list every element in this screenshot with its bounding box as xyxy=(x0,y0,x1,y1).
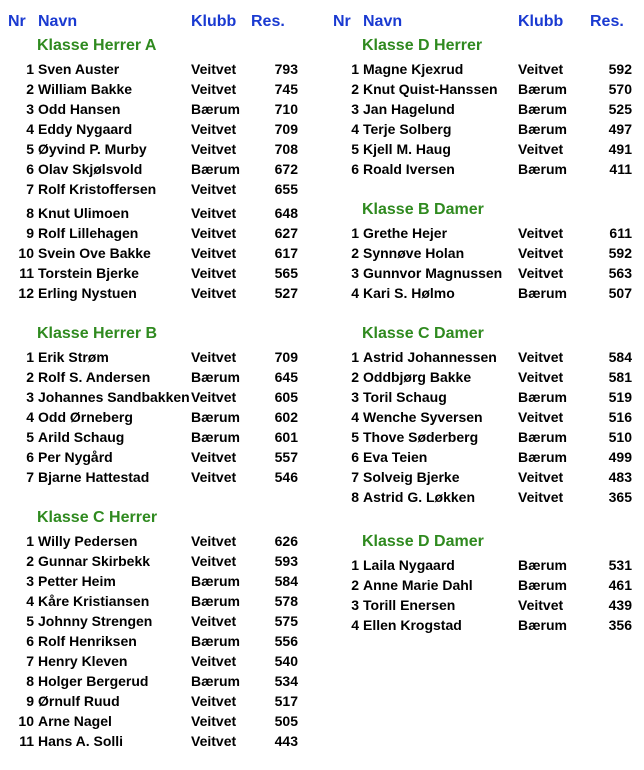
participant-name: Olav Skjølsvold xyxy=(38,161,143,177)
club-name: Bærum xyxy=(191,101,241,117)
participant-name: Odd Hansen xyxy=(38,101,121,117)
rank-number: 8 xyxy=(26,205,34,221)
participant-name: Astrid G. Løkken xyxy=(363,489,476,505)
club-name: Bærum xyxy=(191,369,241,385)
result-score: 592 xyxy=(608,245,632,261)
result-row xyxy=(0,367,644,387)
rank-number: 5 xyxy=(26,141,34,157)
result-row xyxy=(0,99,644,119)
section-title: Klasse B Damer xyxy=(362,201,484,218)
result-score: 356 xyxy=(608,617,632,633)
rank-number: 3 xyxy=(26,101,34,117)
participant-name: Petter Heim xyxy=(38,573,116,589)
club-name: Bærum xyxy=(518,285,568,301)
result-row xyxy=(0,427,644,447)
rank-number: 4 xyxy=(351,409,359,425)
participant-name: Eva Teien xyxy=(363,449,428,465)
club-name: Bærum xyxy=(518,557,568,573)
club-name: Veitvet xyxy=(191,713,237,729)
result-score: 602 xyxy=(274,409,298,425)
participant-name: Wenche Syversen xyxy=(363,409,483,425)
club-name: Bærum xyxy=(518,101,568,117)
participant-name: Anne Marie Dahl xyxy=(363,577,473,593)
participant-name: Gunnvor Magnussen xyxy=(363,265,503,281)
participant-name: Erik Strøm xyxy=(38,349,109,365)
participant-name: Holger Bergerud xyxy=(38,673,149,689)
result-row xyxy=(0,447,644,467)
club-name: Veitvet xyxy=(191,693,237,709)
rank-number: 8 xyxy=(351,489,359,505)
participant-name: Knut Ulimoen xyxy=(38,205,129,221)
rank-number: 4 xyxy=(26,409,34,425)
rank-number: 6 xyxy=(26,161,34,177)
result-score: 517 xyxy=(274,693,298,709)
result-score: 527 xyxy=(274,285,298,301)
result-row xyxy=(0,159,644,179)
participant-name: Willy Pedersen xyxy=(38,533,138,549)
rank-number: 3 xyxy=(351,265,359,281)
result-row xyxy=(0,79,644,99)
result-score: 617 xyxy=(274,245,298,261)
result-row xyxy=(0,731,644,751)
rank-number: 6 xyxy=(26,633,34,649)
club-name: Veitvet xyxy=(191,449,237,465)
rank-number: 7 xyxy=(26,469,34,485)
club-name: Bærum xyxy=(191,573,241,589)
participant-name: Ørnulf Ruud xyxy=(38,693,120,709)
club-name: Veitvet xyxy=(191,265,237,281)
result-row xyxy=(0,387,644,407)
result-row xyxy=(0,575,644,595)
club-name: Veitvet xyxy=(191,389,237,405)
club-name: Veitvet xyxy=(191,81,237,97)
club-name: Bærum xyxy=(191,593,241,609)
rank-number: 3 xyxy=(351,597,359,613)
club-name: Veitvet xyxy=(518,141,564,157)
result-score: 655 xyxy=(274,181,298,197)
rank-number: 1 xyxy=(26,533,34,549)
result-score: 497 xyxy=(608,121,632,137)
rank-number: 3 xyxy=(351,101,359,117)
club-name: Bærum xyxy=(191,633,241,649)
participant-name: Sven Auster xyxy=(38,61,120,77)
rank-number: 2 xyxy=(26,81,34,97)
participant-name: Torstein Bjerke xyxy=(38,265,139,281)
club-name: Veitvet xyxy=(191,285,237,301)
club-name: Bærum xyxy=(191,673,241,689)
result-score: 709 xyxy=(274,121,298,137)
section-title: Klasse Herrer A xyxy=(37,37,157,54)
rank-number: 2 xyxy=(26,553,34,569)
club-name: Veitvet xyxy=(518,469,564,485)
rank-number: 6 xyxy=(351,161,359,177)
section-title: Klasse C Herrer xyxy=(37,509,158,526)
rank-number: 4 xyxy=(351,121,359,137)
rank-number: 9 xyxy=(26,225,34,241)
result-row xyxy=(0,139,644,159)
result-score: 499 xyxy=(608,449,632,465)
result-row xyxy=(0,203,644,223)
participant-name: Arild Schaug xyxy=(38,429,125,445)
result-score: 546 xyxy=(274,469,298,485)
result-row xyxy=(0,243,644,263)
rank-number: 1 xyxy=(351,61,359,77)
header-name: Navn xyxy=(38,13,78,30)
result-score: 510 xyxy=(608,429,632,445)
participant-name: Kåre Kristiansen xyxy=(38,593,150,609)
rank-number: 11 xyxy=(19,265,34,281)
result-row xyxy=(0,691,644,711)
participant-name: Astrid Johannessen xyxy=(363,349,497,365)
rank-number: 5 xyxy=(26,613,34,629)
result-score: 745 xyxy=(274,81,298,97)
result-row xyxy=(0,59,644,79)
result-score: 645 xyxy=(274,369,298,385)
participant-name: Hans A. Solli xyxy=(38,733,124,749)
club-name: Bærum xyxy=(518,121,568,137)
result-score: 505 xyxy=(274,713,298,729)
participant-name: Grethe Hejer xyxy=(363,225,448,241)
participant-name: Gunnar Skirbekk xyxy=(38,553,151,569)
club-name: Veitvet xyxy=(191,469,237,485)
participant-name: Oddbjørg Bakke xyxy=(363,369,472,385)
club-name: Veitvet xyxy=(191,349,237,365)
rank-number: 7 xyxy=(26,653,34,669)
club-name: Veitvet xyxy=(191,225,237,241)
club-name: Veitvet xyxy=(191,245,237,261)
result-row xyxy=(0,283,644,303)
rank-number: 5 xyxy=(26,429,34,445)
participant-name: Solveig Bjerke xyxy=(363,469,460,485)
club-name: Veitvet xyxy=(191,61,237,77)
club-name: Bærum xyxy=(191,409,241,425)
participant-name: Roald Iversen xyxy=(363,161,455,177)
result-score: 516 xyxy=(608,409,632,425)
rank-number: 1 xyxy=(26,349,34,365)
participant-name: Kjell M. Haug xyxy=(363,141,451,157)
club-name: Veitvet xyxy=(518,265,564,281)
rank-number: 10 xyxy=(18,245,34,261)
participant-name: Øyvind P. Murby xyxy=(38,141,147,157)
result-score: 507 xyxy=(608,285,632,301)
club-name: Veitvet xyxy=(191,205,237,221)
club-name: Bærum xyxy=(518,617,568,633)
participant-name: Eddy Nygaard xyxy=(38,121,133,137)
rank-number: 1 xyxy=(26,61,34,77)
club-name: Bærum xyxy=(518,449,568,465)
result-score: 584 xyxy=(274,573,298,589)
header-nr: Nr xyxy=(8,13,26,30)
rank-number: 7 xyxy=(26,181,34,197)
result-score: 627 xyxy=(274,225,298,241)
result-row xyxy=(0,711,644,731)
result-row xyxy=(0,651,644,671)
club-name: Bærum xyxy=(191,161,241,177)
rank-number: 4 xyxy=(26,121,34,137)
result-score: 540 xyxy=(274,653,298,669)
result-score: 570 xyxy=(608,81,632,97)
rank-number: 5 xyxy=(351,141,359,157)
rank-number: 11 xyxy=(19,733,34,749)
club-name: Veitvet xyxy=(518,349,564,365)
result-row xyxy=(0,595,644,615)
club-name: Veitvet xyxy=(191,653,237,669)
rank-number: 9 xyxy=(26,693,34,709)
participant-name: Johnny Strengen xyxy=(38,613,153,629)
club-name: Veitvet xyxy=(191,553,237,569)
club-name: Veitvet xyxy=(518,225,564,241)
result-row xyxy=(0,671,644,691)
result-score: 581 xyxy=(608,369,632,385)
result-score: 525 xyxy=(608,101,632,117)
result-score: 365 xyxy=(608,489,632,505)
header-nr: Nr xyxy=(333,13,351,30)
result-score: 593 xyxy=(274,553,298,569)
result-score: 483 xyxy=(608,469,632,485)
result-score: 672 xyxy=(274,161,298,177)
participant-name: Erling Nystuen xyxy=(38,285,137,301)
rank-number: 2 xyxy=(351,81,359,97)
result-score: 626 xyxy=(274,533,298,549)
participant-name: Rolf Kristoffersen xyxy=(38,181,157,197)
header-result: Res. xyxy=(590,13,624,30)
rank-number: 4 xyxy=(26,593,34,609)
rank-number: 4 xyxy=(351,285,359,301)
rank-number: 6 xyxy=(26,449,34,465)
result-score: 557 xyxy=(274,449,298,465)
rank-number: 12 xyxy=(18,285,34,301)
result-score: 461 xyxy=(608,577,632,593)
result-row xyxy=(0,223,644,243)
club-name: Veitvet xyxy=(191,613,237,629)
result-row xyxy=(0,263,644,283)
section-title: Klasse Herrer B xyxy=(37,325,158,342)
club-name: Veitvet xyxy=(518,61,564,77)
result-score: 578 xyxy=(274,593,298,609)
result-row xyxy=(0,467,644,487)
result-score: 575 xyxy=(274,613,298,629)
rank-number: 3 xyxy=(26,389,34,405)
participant-name: Rolf Henriksen xyxy=(38,633,137,649)
result-row xyxy=(0,531,644,551)
rank-number: 2 xyxy=(351,577,359,593)
result-score: 411 xyxy=(609,161,632,177)
result-score: 709 xyxy=(274,349,298,365)
club-name: Veitvet xyxy=(518,409,564,425)
participant-name: Rolf Lillehagen xyxy=(38,225,139,241)
result-score: 584 xyxy=(608,349,632,365)
club-name: Bærum xyxy=(191,429,241,445)
club-name: Bærum xyxy=(518,81,568,97)
participant-name: William Bakke xyxy=(38,81,133,97)
participant-name: Per Nygård xyxy=(38,449,113,465)
result-score: 592 xyxy=(608,61,632,77)
participant-name: Jan Hagelund xyxy=(363,101,455,117)
participant-name: Torill Enersen xyxy=(363,597,456,613)
participant-name: Svein Ove Bakke xyxy=(38,245,151,261)
rank-number: 1 xyxy=(351,349,359,365)
result-score: 565 xyxy=(274,265,298,281)
result-row xyxy=(0,119,644,139)
rank-number: 6 xyxy=(351,449,359,465)
rank-number: 1 xyxy=(351,225,359,241)
result-score: 648 xyxy=(274,205,298,221)
rank-number: 10 xyxy=(18,713,34,729)
header-club: Klubb xyxy=(518,13,564,30)
result-row xyxy=(0,615,644,635)
club-name: Veitvet xyxy=(518,597,564,613)
header-club: Klubb xyxy=(191,13,237,30)
participant-name: Knut Quist-Hanssen xyxy=(363,81,498,97)
result-score: 611 xyxy=(609,225,632,241)
section-title: Klasse D Herrer xyxy=(362,37,483,54)
result-row xyxy=(0,487,644,507)
participant-name: Odd Ørneberg xyxy=(38,409,133,425)
club-name: Veitvet xyxy=(518,245,564,261)
result-score: 519 xyxy=(608,389,632,405)
result-score: 708 xyxy=(274,141,298,157)
result-row xyxy=(0,347,644,367)
header-name: Navn xyxy=(363,13,403,30)
participant-name: Terje Solberg xyxy=(363,121,452,137)
result-row xyxy=(0,555,644,575)
participant-name: Magne Kjexrud xyxy=(363,61,464,77)
result-score: 556 xyxy=(274,633,298,649)
club-name: Bærum xyxy=(518,161,568,177)
club-name: Veitvet xyxy=(191,733,237,749)
result-score: 491 xyxy=(608,141,632,157)
rank-number: 3 xyxy=(351,389,359,405)
rank-number: 2 xyxy=(351,245,359,261)
club-name: Bærum xyxy=(518,577,568,593)
section-title: Klasse D Damer xyxy=(362,533,484,550)
section-title: Klasse C Damer xyxy=(362,325,484,342)
result-score: 563 xyxy=(608,265,632,281)
club-name: Veitvet xyxy=(191,121,237,137)
result-row xyxy=(0,407,644,427)
result-score: 793 xyxy=(274,61,298,77)
rank-number: 3 xyxy=(26,573,34,589)
rank-number: 5 xyxy=(351,429,359,445)
club-name: Veitvet xyxy=(518,489,564,505)
participant-name: Toril Schaug xyxy=(363,389,447,405)
participant-name: Johannes Sandbakken xyxy=(38,389,190,405)
result-score: 710 xyxy=(274,101,298,117)
rank-number: 7 xyxy=(351,469,359,485)
club-name: Veitvet xyxy=(191,181,237,197)
rank-number: 8 xyxy=(26,673,34,689)
result-row xyxy=(0,179,644,199)
rank-number: 2 xyxy=(351,369,359,385)
club-name: Bærum xyxy=(518,429,568,445)
result-score: 605 xyxy=(274,389,298,405)
participant-name: Ellen Krogstad xyxy=(363,617,462,633)
header-result: Res. xyxy=(251,13,285,30)
participant-name: Thove Søderberg xyxy=(363,429,479,445)
participant-name: Laila Nygaard xyxy=(363,557,455,573)
result-score: 534 xyxy=(274,673,298,689)
result-score: 601 xyxy=(274,429,298,445)
result-score: 443 xyxy=(274,733,298,749)
club-name: Veitvet xyxy=(518,369,564,385)
club-name: Veitvet xyxy=(191,141,237,157)
participant-name: Kari S. Hølmo xyxy=(363,285,455,301)
club-name: Veitvet xyxy=(191,533,237,549)
participant-name: Arne Nagel xyxy=(38,713,112,729)
result-score: 439 xyxy=(608,597,632,613)
rank-number: 4 xyxy=(351,617,359,633)
rank-number: 2 xyxy=(26,369,34,385)
participant-name: Henry Kleven xyxy=(38,653,128,669)
participant-name: Bjarne Hattestad xyxy=(38,469,150,485)
participant-name: Synnøve Holan xyxy=(363,245,465,261)
club-name: Bærum xyxy=(518,389,568,405)
result-score: 531 xyxy=(608,557,632,573)
rank-number: 1 xyxy=(351,557,359,573)
participant-name: Rolf S. Andersen xyxy=(38,369,151,385)
